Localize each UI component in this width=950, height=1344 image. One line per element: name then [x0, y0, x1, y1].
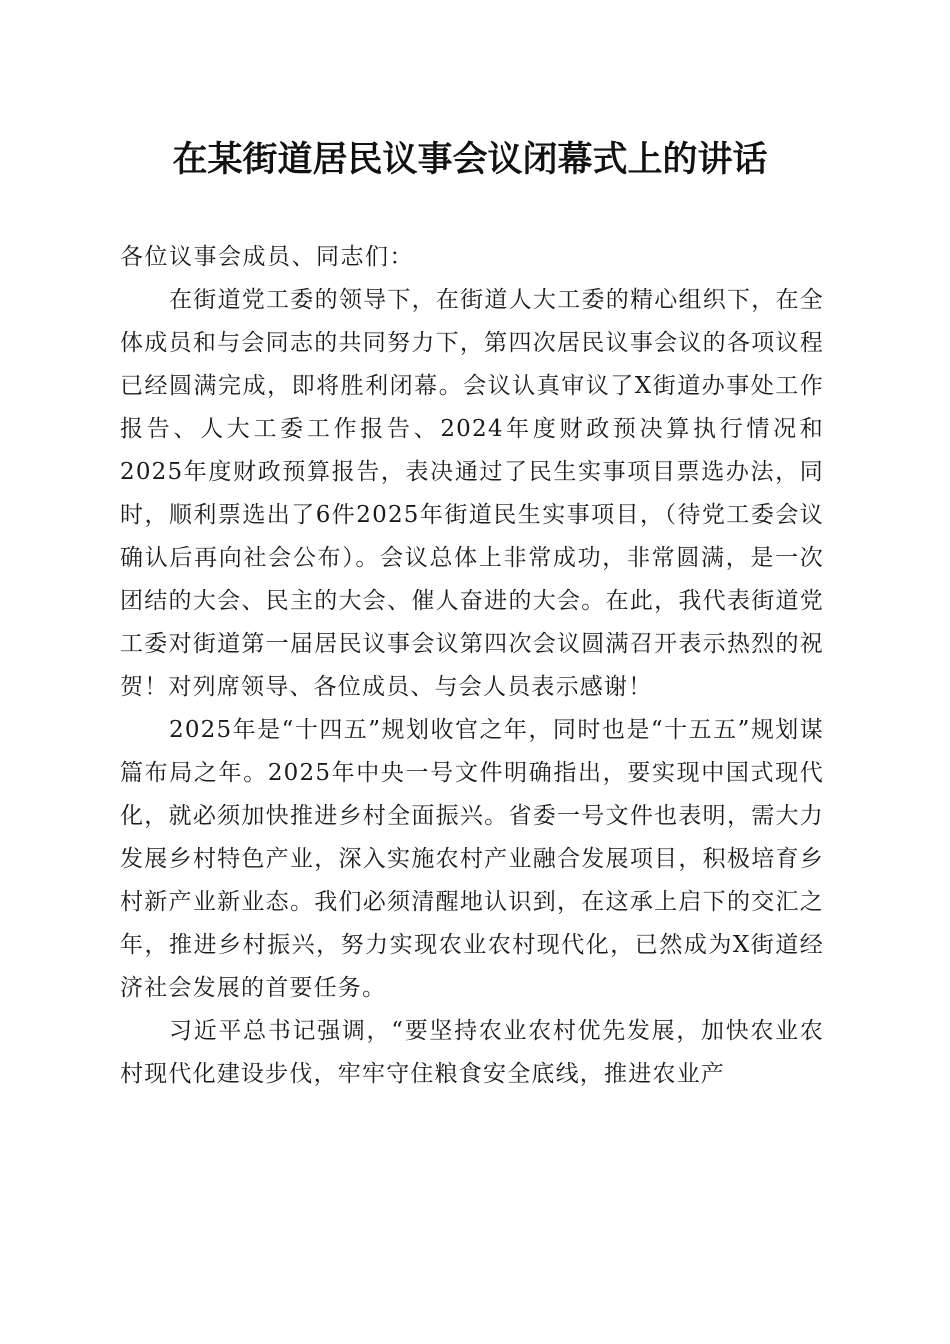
paragraph-1: 在街道党工委的领导下，在街道人大工委的精心组织下，在全体成员和与会同志的共同努力下，第四次居民议事会议的各项议程已经圆满完成，即将胜利闭幕。会议认真审议了X街道办事处工作报告、人大工委工作报告、2024年度财政预决算执行情况和2025年度财政预算报告，表决通过了民生实事项目票选办法，同时，顺利票选出了6件2025年街道民生实事项目，（待党工委会议确认后再向社会公布）。会议总体上非常成功，非常圆满，是一次团结的大会、民主的大会、催人奋进的大会。在此，我代表街道党工委对街道第一届居民议事会议第四次会议圆满召开表示热烈的祝贺！对列席领导、各位成员、与会人员表示感谢！ [120, 287, 824, 700]
paragraph-2: 2025年是“十四五”规划收官之年，同时也是“十五五”规划谋篇布局之年。2025年中央一号文件明确指出，要实现中国式现代化，就必须加快推进乡村全面振兴。省委一号文件也表明，需大力发展乡村特色产业，深入实施农村产业融合发展项目，积极培育乡村新产业新业态。我们必须清醒地认识到，在这承上启下的交汇之年，推进乡村振兴，努力实现农业农村现代化，已然成为X街道经济社会发展的首要任务。 [120, 717, 824, 1001]
paragraph-3: 习近平总书记强调，“要坚持农业农村优先发展，加快农业农村现代化建设步伐，牢牢守住粮食安全底线，推进农业产 [120, 1018, 824, 1087]
document-title: 在某街道居民议事会议闭幕式上的讲话 [172, 139, 768, 180]
salutation: 各位议事会成员、同志们： [120, 244, 414, 270]
document-body [120, 236, 824, 1096]
